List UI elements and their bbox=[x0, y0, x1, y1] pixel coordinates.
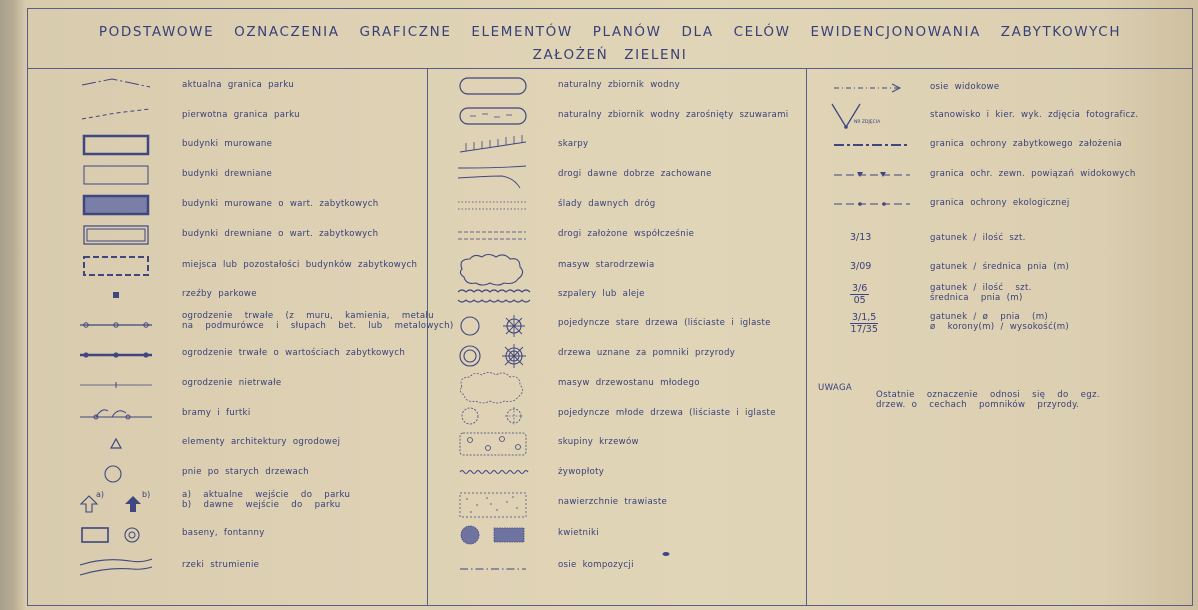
young-stand-icon bbox=[430, 371, 560, 399]
legend-row bbox=[812, 226, 1192, 254]
legend-label: budynki drewniane bbox=[182, 169, 273, 179]
legend-label: budynki drewniane o wart. zabytkowych bbox=[182, 229, 379, 239]
legend-label: osie kompozycji bbox=[558, 560, 634, 570]
water-body-icon bbox=[430, 73, 560, 101]
legend-label: granica ochrony zabytkowego założenia bbox=[930, 139, 1122, 149]
legend-label: gatunek / ilość szt. średnica pnia (m) bbox=[930, 283, 1032, 303]
column-divider-1 bbox=[427, 68, 428, 606]
legend-label: masyw starodrzewia bbox=[558, 260, 655, 270]
legend-row bbox=[34, 371, 414, 399]
legend-label: drzewa uznane za pomniki przyrody bbox=[558, 348, 736, 358]
river-icon bbox=[34, 553, 164, 581]
legend-row bbox=[812, 103, 1192, 131]
legend-label: gatunek / ø pnia (m) ø korony(m) / wysokość(m) bbox=[930, 312, 1070, 332]
legend-row bbox=[34, 222, 414, 250]
flowerbed-icon bbox=[430, 521, 560, 549]
legend-row bbox=[34, 460, 414, 488]
legend-label: rzeki strumienie bbox=[182, 560, 260, 570]
legend-label: baseny, fontanny bbox=[182, 528, 265, 538]
sculpture-icon bbox=[34, 282, 164, 310]
historic-fence-icon bbox=[34, 341, 164, 369]
legend-label: budynki murowane o wart. zabytkowych bbox=[182, 199, 379, 209]
legend-label: drogi założone współcześnie bbox=[558, 229, 695, 239]
legend-label: miejsca lub pozostałości budynków zabytkowych bbox=[182, 260, 418, 270]
legend-label: drogi dawne dobrze zachowane bbox=[558, 169, 712, 179]
title-divider bbox=[27, 68, 1193, 69]
monument-tree-fraction bbox=[850, 312, 878, 335]
composition-axis-icon bbox=[430, 553, 560, 581]
legend-row bbox=[34, 132, 414, 160]
wooden-building-icon bbox=[34, 162, 164, 190]
legend-row bbox=[430, 162, 810, 190]
legend-label: nawierzchnie trawiaste bbox=[558, 497, 668, 507]
old-tree-mass-icon bbox=[430, 253, 560, 281]
legend-label: gatunek / ilość szt. bbox=[930, 233, 1026, 243]
legend-row bbox=[430, 73, 810, 101]
fraction-top: 3/1,5 bbox=[852, 312, 877, 323]
legend-label: granica ochrony ekologicznej bbox=[930, 198, 1070, 208]
legend-row bbox=[430, 253, 810, 281]
slope-icon bbox=[430, 132, 560, 160]
legend-row bbox=[34, 103, 414, 131]
legend-label: kwietniki bbox=[558, 528, 599, 538]
protection-boundary-icon bbox=[812, 132, 942, 160]
legend-row bbox=[812, 283, 1192, 311]
legend-row bbox=[430, 490, 810, 518]
legend-label: żywopłoty bbox=[558, 467, 605, 477]
monument-trees-icon bbox=[430, 341, 560, 369]
legend-row bbox=[34, 162, 414, 190]
species-diameter-code: 3/09 bbox=[850, 261, 872, 272]
title-line-2: ZAŁOŻEŃ ZIELENI bbox=[532, 47, 688, 63]
fraction-bottom: 05 bbox=[853, 295, 866, 306]
current-park-boundary-icon bbox=[34, 73, 164, 101]
legend-label: gatunek / średnica pnia (m) bbox=[930, 262, 1070, 272]
legend-row bbox=[34, 401, 414, 429]
photo-direction-icon bbox=[812, 103, 942, 131]
hedge-icon bbox=[430, 460, 560, 488]
legend-label: masyw drzewostanu młodego bbox=[558, 378, 700, 388]
legend-row bbox=[430, 401, 810, 429]
legend-row bbox=[430, 311, 810, 339]
historic-wooden-building-icon bbox=[34, 222, 164, 250]
legend-label: elementy architektury ogrodowej bbox=[182, 437, 341, 447]
historic-masonry-building-icon bbox=[34, 192, 164, 220]
legend-row bbox=[430, 222, 810, 250]
legend-row bbox=[430, 103, 810, 131]
legend-row bbox=[812, 162, 1192, 190]
ecological-protection-boundary-icon bbox=[812, 191, 942, 219]
permanent-fence-icon bbox=[34, 311, 164, 339]
legend-row bbox=[34, 311, 454, 339]
title-line-1: PODSTAWOWE OZNACZENIA GRAFICZNE ELEMENTÓW PLANÓW DLA CELÓW EWIDENCJONOWANIA ZABYTKOWYCH bbox=[98, 24, 1122, 40]
legend-label: skarpy bbox=[558, 139, 589, 149]
legend-row bbox=[34, 253, 418, 281]
grass-surface-icon bbox=[430, 490, 560, 518]
species-count-code: 3/13 bbox=[850, 232, 872, 243]
circle-icon bbox=[34, 460, 164, 488]
legend-label: naturalny zbiornik wodny bbox=[558, 80, 680, 90]
legend-row bbox=[812, 191, 1192, 219]
fraction-top: 3/6 bbox=[852, 283, 868, 294]
note-text: Ostatnie oznaczenie odnosi się do egz. drzew. o cechach pomników przyrody. bbox=[876, 390, 1100, 410]
legend-row bbox=[34, 521, 414, 549]
legend-label: rzeźby parkowe bbox=[182, 289, 257, 299]
road-traces-icon bbox=[430, 192, 560, 220]
alley-icon bbox=[430, 282, 560, 310]
legend-label: skupiny krzewów bbox=[558, 437, 639, 447]
fraction-bottom: 17/35 bbox=[850, 324, 878, 335]
legend-label: ogrodzenie trwałe (z muru, kamienia, metalu na podmurówce i słupach bet. lub metalowych) bbox=[182, 311, 454, 331]
legend-row bbox=[430, 192, 810, 220]
pool-fountain-icon bbox=[34, 521, 164, 549]
legend-label: pojedyncze młode drzewa (liściaste i iglaste bbox=[558, 408, 776, 418]
masonry-building-icon bbox=[34, 132, 164, 160]
legend-title bbox=[27, 10, 1193, 68]
old-roads-icon bbox=[430, 162, 560, 190]
legend-label: ogrodzenie nietrwałe bbox=[182, 378, 282, 388]
species-count-diameter-fraction bbox=[850, 283, 869, 306]
legend-row bbox=[430, 371, 810, 399]
legend-label: szpalery lub aleje bbox=[558, 289, 645, 299]
legend-row bbox=[812, 132, 1192, 160]
legend-label: a) aktualne wejście do parku b) dawne wejście do parku bbox=[182, 490, 351, 510]
overgrown-water-body-icon bbox=[430, 103, 560, 131]
historic-building-remains-icon bbox=[34, 253, 164, 281]
legend-label: ślady dawnych dróg bbox=[558, 199, 656, 209]
note-heading: UWAGA bbox=[818, 383, 853, 393]
legend-label: pnie po starych drzewach bbox=[182, 467, 309, 477]
triangle-icon bbox=[34, 430, 164, 458]
legend-label: pojedyncze stare drzewa (liściaste i iglaste bbox=[558, 318, 771, 328]
original-park-boundary-icon bbox=[34, 103, 164, 131]
shrub-groups-icon bbox=[430, 430, 560, 458]
arrow-b-label: b) bbox=[142, 490, 151, 499]
view-protection-boundary-icon bbox=[812, 162, 942, 190]
legend-label: osie widokowe bbox=[930, 82, 1000, 92]
view-axis-arrow-icon bbox=[812, 75, 942, 103]
legend-row bbox=[430, 341, 810, 369]
legend-row bbox=[812, 312, 1192, 340]
legend-label: naturalny zbiornik wodny zarośnięty szuwarami bbox=[558, 110, 789, 120]
legend-row bbox=[34, 192, 414, 220]
legend-row bbox=[34, 282, 414, 310]
legend-row bbox=[430, 282, 810, 310]
non-permanent-fence-icon bbox=[34, 371, 164, 399]
legend-row bbox=[430, 553, 810, 581]
modern-roads-icon bbox=[430, 222, 560, 250]
gate-icon bbox=[34, 401, 164, 429]
single-young-trees-icon bbox=[430, 401, 560, 429]
legend-label: granica ochr. zewn. powiązań widokowych bbox=[930, 169, 1136, 179]
arrow-a-label: a) bbox=[96, 490, 105, 499]
legend-label: aktualna granica parku bbox=[182, 80, 294, 90]
legend-row bbox=[34, 73, 414, 101]
legend-label: ogrodzenie trwałe o wartościach zabytkowych bbox=[182, 348, 406, 358]
legend-row bbox=[34, 341, 414, 369]
legend-row bbox=[812, 255, 1192, 283]
legend-row bbox=[430, 132, 810, 160]
legend-row bbox=[430, 460, 810, 488]
legend-label: bramy i furtki bbox=[182, 408, 251, 418]
legend-row bbox=[34, 430, 414, 458]
photo-number-label: NR ZDJĘCIA bbox=[854, 120, 881, 125]
legend-label: budynki murowane bbox=[182, 139, 273, 149]
legend-row bbox=[34, 553, 414, 581]
legend-row bbox=[34, 490, 414, 518]
single-old-trees-icon bbox=[430, 311, 560, 339]
legend-label: pierwotna granica parku bbox=[182, 110, 300, 120]
legend-row bbox=[430, 430, 810, 458]
legend-row bbox=[430, 521, 810, 549]
legend-label: stanowisko i kier. wyk. zdjęcia fotograficz. bbox=[930, 110, 1139, 120]
legend-row bbox=[812, 75, 1192, 103]
